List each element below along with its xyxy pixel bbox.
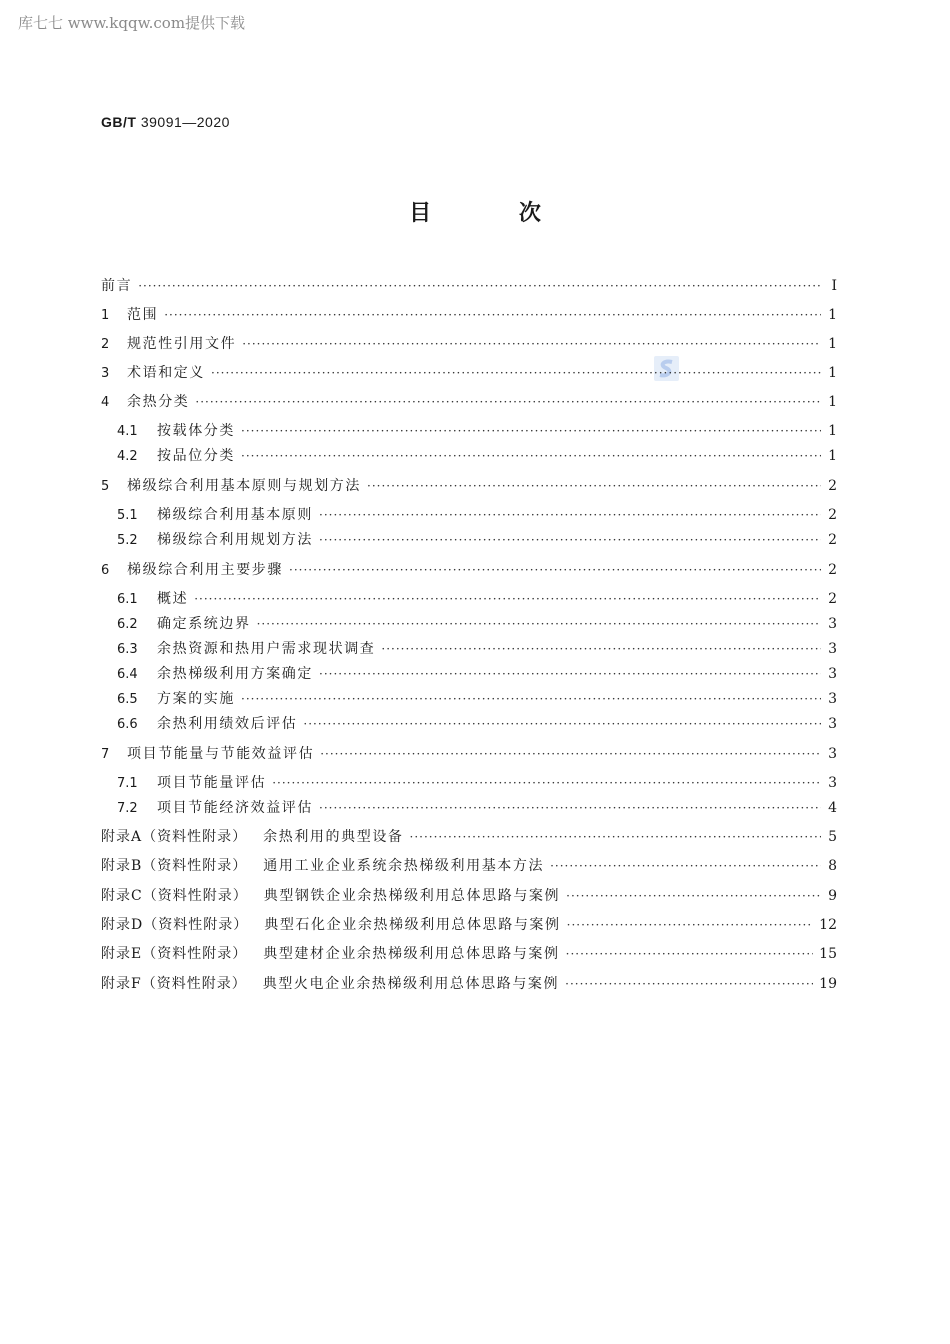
toc-entry[interactable] bbox=[117, 665, 837, 684]
toc-entry-title: 概述 bbox=[157, 591, 189, 607]
toc-entry-number: 附录F（资料性附录） bbox=[101, 976, 247, 992]
toc-leader-dots bbox=[566, 887, 821, 905]
toc-page-number: 2 bbox=[828, 591, 837, 607]
toc-leader-dots bbox=[241, 690, 821, 708]
toc-entry-number: 5.2 bbox=[117, 533, 138, 548]
toc-leader-dots bbox=[565, 975, 813, 993]
toc-entry[interactable] bbox=[101, 945, 837, 963]
toc-leader-dots bbox=[195, 393, 821, 411]
toc-page-number: 9 bbox=[828, 888, 837, 904]
toc-entry-number: 4.2 bbox=[117, 449, 138, 464]
toc-leader-dots bbox=[242, 335, 821, 353]
toc-leader-dots bbox=[320, 745, 821, 763]
toc-leader-dots bbox=[319, 506, 821, 524]
toc-entry-number: 附录A（资料性附录） bbox=[101, 829, 248, 845]
toc-entry-title: 前言 bbox=[101, 278, 133, 294]
toc-page-number: 1 bbox=[828, 394, 837, 410]
toc-entry-title: 梯级综合利用主要步骤 bbox=[127, 562, 283, 578]
toc-entry-title: 典型火电企业余热梯级利用总体思路与案例 bbox=[262, 976, 560, 992]
standard-code bbox=[101, 114, 230, 130]
toc-entry-number: 附录D（资料性附录） bbox=[101, 917, 249, 933]
toc-entry-title: 项目节能量与节能效益评估 bbox=[127, 746, 315, 762]
toc-page-number: 3 bbox=[828, 691, 837, 707]
toc-page-number: 1 bbox=[828, 336, 837, 352]
toc-leader-dots bbox=[550, 857, 821, 875]
toc-page-number: 4 bbox=[828, 800, 837, 816]
toc-entry-number: 7.2 bbox=[117, 801, 138, 816]
toc-leader-dots bbox=[303, 715, 821, 733]
toc-entry-title: 典型钢铁企业余热梯级利用总体思路与案例 bbox=[263, 888, 561, 904]
toc-page-number: 1 bbox=[828, 423, 837, 439]
toc-entry[interactable] bbox=[101, 916, 837, 934]
toc-entry-number: 3 bbox=[101, 366, 110, 381]
toc-leader-dots bbox=[138, 277, 821, 295]
toc-page-number: 15 bbox=[819, 946, 837, 962]
toc-entry-number: 6 bbox=[101, 563, 110, 578]
toc-page-number: 12 bbox=[819, 917, 837, 933]
toc-entry[interactable] bbox=[117, 447, 837, 466]
toc-entry-number: 5 bbox=[101, 479, 110, 494]
toc-entry-number: 6.1 bbox=[117, 592, 138, 607]
toc-page-number: 8 bbox=[828, 858, 837, 874]
toc-entry-number: 7.1 bbox=[117, 776, 138, 791]
toc-leader-dots bbox=[241, 422, 821, 440]
toc-entry-title: 规范性引用文件 bbox=[127, 336, 237, 352]
toc-entry[interactable] bbox=[117, 615, 837, 634]
toc-page-number: 2 bbox=[828, 562, 837, 578]
toc-leader-dots bbox=[257, 615, 821, 633]
toc-page-number: 5 bbox=[828, 829, 837, 845]
standard-prefix: GB/T bbox=[101, 114, 137, 130]
toc-entry-title: 梯级综合利用基本原则与规划方法 bbox=[127, 478, 361, 494]
page-title: 目 次 bbox=[409, 201, 581, 226]
toc-entry-number: 7 bbox=[101, 747, 110, 762]
toc-leader-dots bbox=[272, 774, 821, 792]
toc-entry-title: 余热资源和热用户需求现状调查 bbox=[157, 641, 376, 657]
toc-entry-title: 梯级综合利用基本原则 bbox=[157, 507, 313, 523]
toc-entry[interactable] bbox=[117, 531, 837, 550]
toc-entry-title: 项目节能经济效益评估 bbox=[157, 800, 313, 816]
toc-entry-title: 范围 bbox=[127, 307, 159, 323]
toc-page-number: 2 bbox=[828, 507, 837, 523]
toc-entry-number: 6.4 bbox=[117, 667, 138, 682]
toc-leader-dots bbox=[410, 828, 821, 846]
toc-leader-dots bbox=[319, 665, 821, 683]
toc-entry-title: 通用工业企业系统余热梯级利用基本方法 bbox=[263, 858, 545, 874]
toc-leader-dots bbox=[319, 799, 821, 817]
toc-leader-dots bbox=[381, 640, 821, 658]
toc-entry[interactable] bbox=[101, 335, 837, 354]
toc-page-number: 19 bbox=[819, 976, 837, 992]
toc-entry-title: 术语和定义 bbox=[127, 365, 205, 381]
toc-entry-number: 4 bbox=[101, 395, 110, 410]
toc-entry-title: 按载体分类 bbox=[157, 423, 235, 439]
toc-entry[interactable] bbox=[101, 561, 837, 580]
toc-entry[interactable] bbox=[117, 422, 837, 441]
toc-entry[interactable] bbox=[101, 393, 837, 412]
toc-entry[interactable] bbox=[117, 590, 837, 609]
toc-page-number: 1 bbox=[828, 448, 837, 464]
toc-entry-number: 1 bbox=[101, 308, 110, 323]
toc-entry-title: 余热利用的典型设备 bbox=[263, 829, 404, 845]
toc-leader-dots bbox=[319, 531, 821, 549]
toc-leader-dots bbox=[567, 916, 814, 934]
toc-leader-dots bbox=[241, 447, 821, 465]
toc-page-number: 3 bbox=[828, 716, 837, 732]
toc-entry-title: 梯级综合利用规划方法 bbox=[157, 532, 313, 548]
toc-entry-title: 余热梯级利用方案确定 bbox=[157, 666, 313, 682]
toc-leader-dots bbox=[289, 561, 821, 579]
toc-leader-dots bbox=[164, 306, 821, 324]
toc-entry-number: 附录C（资料性附录） bbox=[101, 888, 248, 904]
toc-page-number: 3 bbox=[828, 641, 837, 657]
toc-entry-number: 4.1 bbox=[117, 424, 138, 439]
toc-leader-dots bbox=[211, 364, 821, 382]
toc-entry-number: 2 bbox=[101, 337, 110, 352]
toc-entry-title: 余热利用绩效后评估 bbox=[157, 716, 298, 732]
toc-entry-title: 典型建材企业余热梯级利用总体思路与案例 bbox=[263, 946, 560, 962]
toc-page-number: 2 bbox=[828, 532, 837, 548]
toc-entry-title: 按品位分类 bbox=[157, 448, 235, 464]
toc-entry-title: 确定系统边界 bbox=[157, 616, 251, 632]
toc-entry[interactable] bbox=[101, 975, 837, 993]
toc-page-number: 3 bbox=[828, 616, 837, 632]
toc-entry[interactable] bbox=[101, 745, 837, 764]
toc-entry[interactable] bbox=[117, 506, 837, 525]
toc-entry-title: 典型石化企业余热梯级利用总体思路与案例 bbox=[264, 917, 561, 933]
toc-entry-number: 附录E（资料性附录） bbox=[101, 946, 248, 962]
toc-entry-number: 5.1 bbox=[117, 508, 138, 523]
toc-entry[interactable] bbox=[117, 774, 837, 793]
toc-leader-dots bbox=[194, 590, 821, 608]
toc-entry[interactable] bbox=[117, 715, 837, 734]
toc-entry[interactable] bbox=[117, 799, 837, 818]
toc-leader-dots bbox=[367, 477, 821, 495]
toc-entry-title: 项目节能量评估 bbox=[157, 775, 267, 791]
toc-entry-number: 6.6 bbox=[117, 717, 138, 732]
toc-entry-number: 6.2 bbox=[117, 617, 138, 632]
toc-entry-number: 6.5 bbox=[117, 692, 138, 707]
toc-entry[interactable] bbox=[101, 828, 837, 846]
toc-page-number: 3 bbox=[828, 666, 837, 682]
toc-entry[interactable] bbox=[101, 887, 837, 905]
toc-leader-dots bbox=[566, 945, 814, 963]
toc-page-number: 3 bbox=[828, 746, 837, 762]
toc-entry-number: 6.3 bbox=[117, 642, 138, 657]
toc-entry[interactable] bbox=[101, 857, 837, 875]
toc-entry[interactable] bbox=[101, 306, 837, 325]
toc-page-number: 3 bbox=[828, 775, 837, 791]
toc-page-number: 1 bbox=[828, 307, 837, 323]
toc-entry-title: 余热分类 bbox=[127, 394, 190, 410]
toc-entry[interactable] bbox=[101, 477, 837, 496]
toc-entry-number: 附录B（资料性附录） bbox=[101, 858, 248, 874]
toc-entry[interactable] bbox=[117, 690, 837, 709]
toc-entry[interactable] bbox=[101, 277, 837, 295]
toc-entry-title: 方案的实施 bbox=[157, 691, 235, 707]
toc-page-number: 2 bbox=[828, 478, 837, 494]
watermark-text: 库七七 www.kqqw.com提供下载 bbox=[18, 14, 246, 32]
toc-entry[interactable] bbox=[117, 640, 837, 659]
standard-number: 39091—2020 bbox=[140, 114, 230, 130]
toc-page-number: 1 bbox=[828, 365, 837, 381]
toc-entry[interactable] bbox=[101, 364, 837, 383]
toc-page-number: Ⅰ bbox=[831, 278, 837, 294]
